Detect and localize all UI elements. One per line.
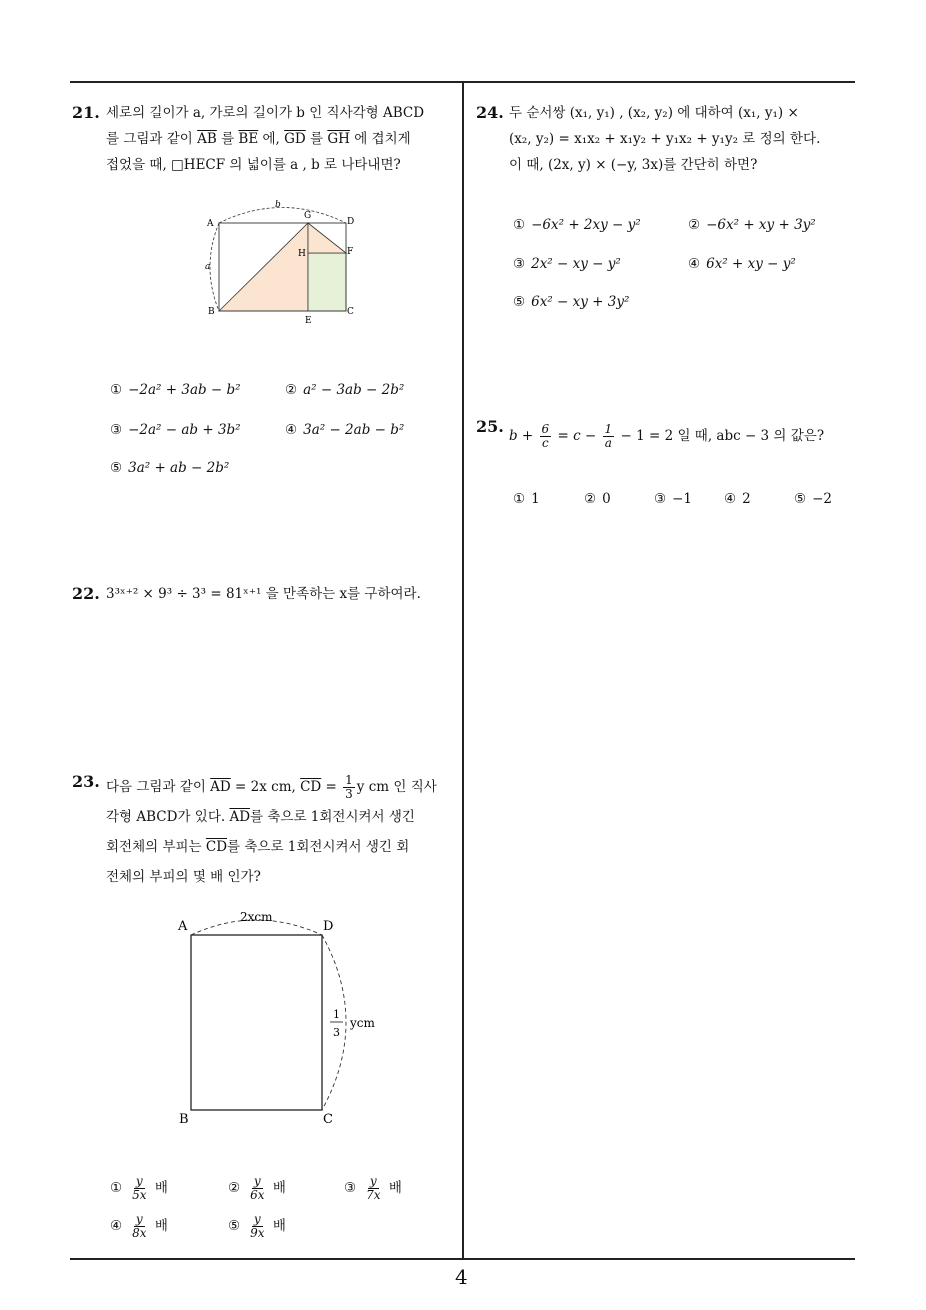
q24-choice-3[interactable]: ③ 2x² − xy − y² [513, 256, 621, 272]
question-21-number: 21. [72, 103, 100, 122]
label-D: D [347, 217, 355, 227]
question-24-line-2: (x₂, y₂) = x₁x₂ + x₁y₂ + y₁x₂ + y₁y₂ 로 정의 한다. [509, 131, 821, 147]
q24-choice-4[interactable]: ④ 6x² + xy − y² [688, 256, 796, 272]
q25-choice-5[interactable]: ⑤ −2 [794, 491, 833, 507]
label-C: C [347, 307, 354, 317]
q23-choice-4[interactable]: ④ $\frac{y}{8x}$ 배 [110, 1212, 168, 1240]
question-24-line-3: 이 때, (2x, y) × (−y, 3x)를 간단히 하면? [509, 157, 758, 173]
dashed-arc-b [219, 208, 346, 224]
label-H: H [298, 249, 306, 259]
question-23-line-4: 전체의 부피의 몇 배 인가? [106, 869, 261, 885]
q24-choice-2[interactable]: ② −6x² + xy + 3y² [688, 217, 816, 233]
question-23-figure [170, 905, 390, 1130]
q24-choice-1[interactable]: ① −6x² + 2xy − y² [513, 217, 641, 233]
folded-triangle-abe [219, 223, 308, 311]
q24-choice-5[interactable]: ⑤ 6x² − xy + 3y² [513, 294, 630, 310]
label-b: b [275, 200, 281, 210]
label-A: A [178, 919, 188, 934]
rectangle-abcd [191, 935, 322, 1110]
q25-choice-4[interactable]: ④ 2 [724, 491, 751, 507]
label-C: C [323, 1112, 333, 1127]
q21-choice-5[interactable]: ⑤ 3a² + ab − 2b² [110, 460, 230, 476]
question-24-line-1: 두 순서쌍 (x₁, y₁) , (x₂, y₂) 에 대하여 (x₁, y₁) × [509, 105, 799, 121]
label-side-unit: ycm [350, 1016, 375, 1030]
label-A: A [207, 219, 214, 229]
q23-choice-5[interactable]: ⑤ $\frac{y}{9x}$ 배 [228, 1212, 286, 1240]
q21-choice-1[interactable]: ① −2a² + 3ab − b² [110, 382, 241, 398]
label-G: G [304, 211, 312, 221]
q25-choice-2[interactable]: ② 0 [584, 491, 611, 507]
q25-choice-1[interactable]: ① 1 [513, 491, 540, 507]
question-21-line-1: 세로의 길이가 a, 가로의 길이가 b 인 직사각형 ABCD [106, 105, 425, 121]
question-22-text: 3³ˣ⁺² × 9³ ÷ 3³ = 81ˣ⁺¹ 을 만족하는 x를 구하여라. [106, 586, 421, 602]
question-22-number: 22. [72, 584, 100, 603]
question-21-text [106, 100, 456, 178]
q21-choice-4[interactable]: ④ 3a² − 2ab − b² [285, 422, 405, 438]
question-25-number: 25. [476, 417, 504, 436]
label-F: F [347, 247, 354, 257]
dashed-arc-side [322, 935, 346, 1110]
bottom-rule [70, 1258, 855, 1260]
label-E: E [305, 316, 312, 326]
question-23-line-2: 각형 ABCD가 있다. $\overline{AD}$를 축으로 1회전시켜서 생긴 [106, 809, 415, 825]
label-B: B [208, 307, 215, 317]
label-B: B [179, 1112, 189, 1127]
question-21-figure [195, 196, 365, 326]
question-23-text [106, 772, 458, 892]
question-21-line-3: 접었을 때, □HECF 의 넓이를 a , b 로 나타내면? [106, 157, 401, 173]
label-a: a [205, 262, 211, 272]
q21-choice-3[interactable]: ③ −2a² − ab + 3b² [110, 422, 241, 438]
question-25-text: b + $\frac{6}{c}$ = c − $\frac{1}{a}$ − 1 = 2 일 때, abc − 3 의 값은? [509, 422, 825, 450]
folded-triangle-gdf [308, 223, 346, 253]
label-D: D [323, 919, 334, 934]
q23-choice-3[interactable]: ③ $\frac{y}{7x}$ 배 [344, 1174, 402, 1202]
column-divider [462, 81, 464, 1259]
q25-choice-3[interactable]: ③ −1 [654, 491, 693, 507]
question-24-number: 24. [476, 103, 504, 122]
label-top-length: 2xcm [240, 910, 273, 924]
question-24-text [509, 100, 859, 178]
question-21-line-2: 를 그림과 같이 $\overline{AB}$ 를 $\overline{BE}$ 에, $\overline{GD}$ 를 $\overline{GH}$ 에 겹치게 [106, 131, 411, 147]
square-hecf [308, 253, 346, 311]
question-23-line-3: 회전체의 부피는 $\overline{CD}$를 축으로 1회전시켜서 생긴 회 [106, 839, 410, 855]
q23-choice-2[interactable]: ② $\frac{y}{6x}$ 배 [228, 1174, 286, 1202]
question-23-number: 23. [72, 772, 100, 791]
page-number: 4 [455, 1265, 468, 1289]
label-side-denominator: 3 [333, 1026, 340, 1039]
q23-choice-1[interactable]: ① $\frac{y}{5x}$ 배 [110, 1174, 168, 1202]
dashed-arc-a [210, 223, 219, 311]
question-23-line-1: 다음 그림과 같이 $\overline{AD} = 2x$ cm, $\overline{CD}$ = $\frac{1}{3}$ y cm 인 직사 [106, 773, 437, 801]
q21-choice-2[interactable]: ② a² − 3ab − 2b² [285, 382, 405, 398]
label-side-numerator: 1 [333, 1008, 340, 1021]
